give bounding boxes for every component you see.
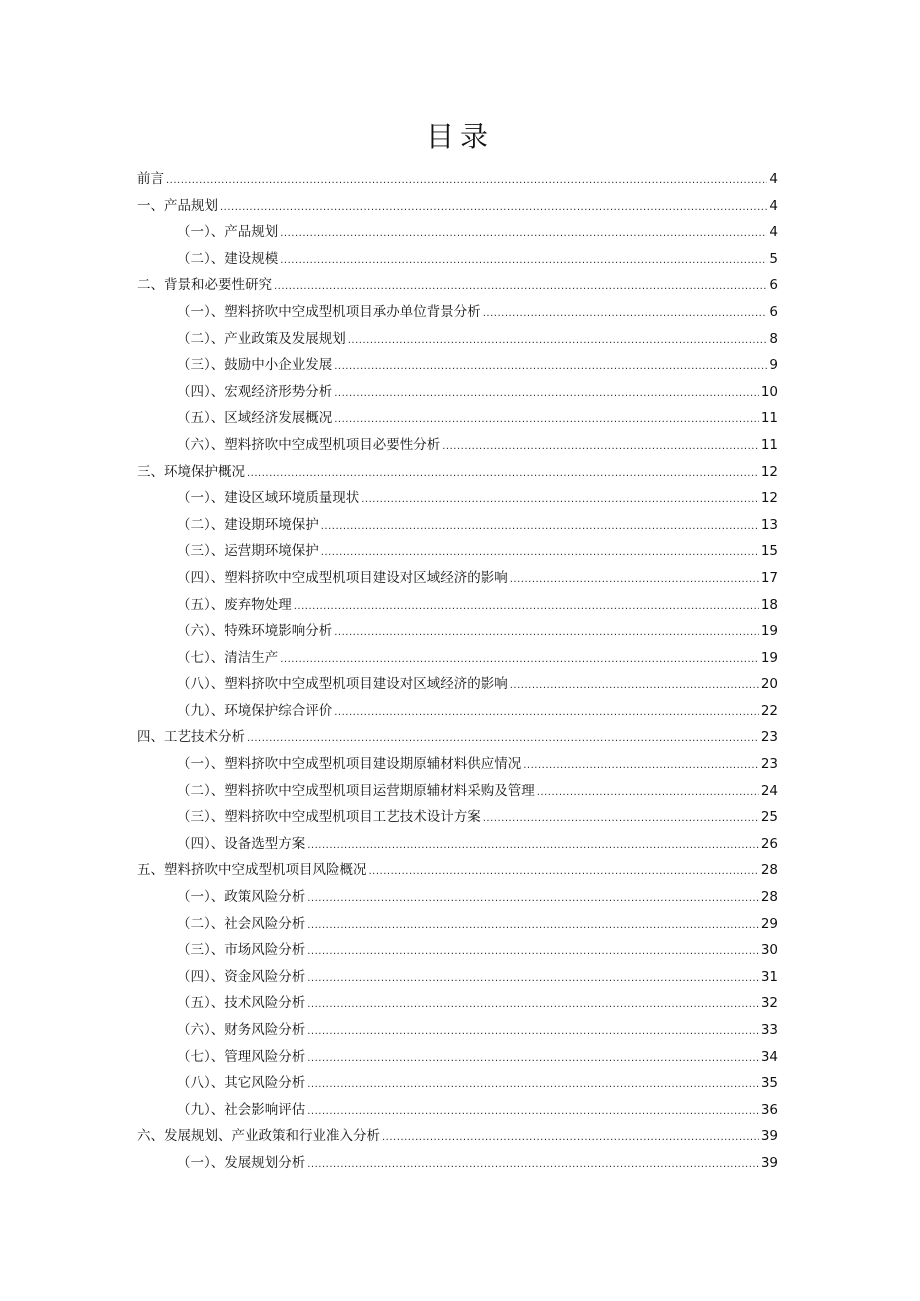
toc-entry-page-number: 36 bbox=[760, 1101, 778, 1118]
toc-entry[interactable] bbox=[137, 937, 778, 964]
toc-entry[interactable] bbox=[137, 326, 778, 353]
toc-dot-leader bbox=[321, 514, 759, 541]
toc-entry[interactable] bbox=[137, 778, 778, 805]
toc-entry[interactable] bbox=[137, 166, 778, 193]
toc-dot-leader bbox=[307, 992, 759, 1019]
toc-entry-label: （八）、其它风险分析 bbox=[177, 1075, 306, 1092]
toc-entry-page-number: 6 bbox=[769, 277, 778, 294]
toc-entry[interactable] bbox=[137, 1044, 778, 1071]
toc-dot-leader bbox=[510, 567, 759, 594]
toc-entry-label: （四）、设备选型方案 bbox=[177, 835, 306, 852]
toc-entry[interactable] bbox=[137, 1070, 778, 1097]
toc-entry-label: （四）、塑料挤吹中空成型机项目建设对区域经济的影响 bbox=[177, 569, 508, 586]
toc-entry-page-number: 20 bbox=[760, 676, 778, 693]
table-of-contents bbox=[137, 166, 778, 1177]
toc-entry-page-number: 31 bbox=[760, 968, 778, 985]
toc-entry-label: （四）、宏观经济形势分析 bbox=[177, 383, 333, 400]
toc-entry-label: 前言 bbox=[137, 171, 164, 187]
toc-entry[interactable] bbox=[137, 352, 778, 379]
toc-dot-leader bbox=[483, 806, 759, 833]
toc-entry-page-number: 28 bbox=[760, 862, 778, 879]
toc-entry-page-number: 13 bbox=[760, 516, 778, 533]
toc-dot-leader bbox=[274, 274, 767, 301]
toc-entry[interactable] bbox=[137, 645, 778, 672]
toc-dot-leader bbox=[247, 726, 759, 753]
toc-entry-page-number: 24 bbox=[760, 782, 778, 799]
toc-dot-leader bbox=[307, 1046, 759, 1073]
toc-entry-label: 三、环境保护概况 bbox=[137, 463, 245, 480]
toc-entry[interactable] bbox=[137, 1150, 778, 1177]
toc-entry-label: （一）、塑料挤吹中空成型机项目承办单位背景分析 bbox=[177, 303, 481, 320]
toc-dot-leader bbox=[307, 1152, 759, 1179]
toc-dot-leader bbox=[247, 461, 759, 488]
toc-entry-label: （一）、建设区域环境质量现状 bbox=[177, 490, 360, 507]
toc-entry-label: （六）、塑料挤吹中空成型机项目必要性分析 bbox=[177, 436, 441, 453]
toc-dot-leader bbox=[307, 833, 759, 860]
toc-entry-label: （八）、塑料挤吹中空成型机项目建设对区域经济的影响 bbox=[177, 676, 508, 693]
toc-entry[interactable] bbox=[137, 246, 778, 273]
toc-entry[interactable] bbox=[137, 964, 778, 991]
toc-entry-label: （二）、建设期环境保护 bbox=[177, 516, 319, 533]
toc-entry-label: （二）、产业政策及发展规划 bbox=[177, 330, 346, 347]
page-title: 目录 bbox=[425, 120, 494, 153]
toc-dot-leader bbox=[334, 381, 759, 408]
toc-entry-label: （九）、环境保护综合评价 bbox=[177, 702, 333, 719]
toc-entry-label: （六）、特殊环境影响分析 bbox=[177, 623, 333, 640]
toc-dot-leader bbox=[280, 248, 767, 275]
toc-entry-page-number: 11 bbox=[760, 410, 778, 427]
toc-dot-leader bbox=[307, 1072, 759, 1099]
toc-entry[interactable] bbox=[137, 1097, 778, 1124]
toc-entry[interactable] bbox=[137, 193, 778, 220]
toc-entry-page-number: 8 bbox=[769, 330, 778, 347]
toc-entry-page-number: 29 bbox=[760, 915, 778, 932]
toc-dot-leader bbox=[483, 301, 768, 328]
toc-entry[interactable] bbox=[137, 459, 778, 486]
toc-entry[interactable] bbox=[137, 1017, 778, 1044]
toc-entry[interactable] bbox=[137, 724, 778, 751]
toc-entry-page-number: 4 bbox=[769, 224, 778, 241]
toc-entry-page-number: 4 bbox=[769, 171, 778, 187]
toc-entry[interactable] bbox=[137, 990, 778, 1017]
toc-entry-page-number: 34 bbox=[760, 1048, 778, 1065]
toc-entry-page-number: 4 bbox=[769, 197, 778, 214]
toc-dot-leader bbox=[294, 594, 759, 621]
toc-entry-label: 五、塑料挤吹中空成型机项目风险概况 bbox=[137, 862, 367, 879]
toc-dot-leader bbox=[442, 434, 759, 461]
toc-entry-page-number: 12 bbox=[760, 490, 778, 507]
toc-entry-label: （五）、废弃物处理 bbox=[177, 596, 292, 613]
toc-entry-page-number: 30 bbox=[760, 942, 778, 959]
toc-entry-label: （一）、政策风险分析 bbox=[177, 889, 306, 906]
toc-entry-label: （七）、管理风险分析 bbox=[177, 1048, 306, 1065]
toc-entry-label: （五）、区域经济发展概况 bbox=[177, 410, 333, 427]
toc-entry-page-number: 39 bbox=[760, 1154, 778, 1171]
toc-entry-page-number: 19 bbox=[760, 623, 778, 640]
toc-entry-page-number: 12 bbox=[760, 463, 778, 480]
toc-entry-page-number: 23 bbox=[760, 756, 778, 773]
toc-dot-leader bbox=[280, 221, 767, 248]
toc-dot-leader bbox=[307, 913, 759, 940]
toc-dot-leader bbox=[307, 939, 759, 966]
toc-entry[interactable] bbox=[137, 432, 778, 459]
toc-entry[interactable] bbox=[137, 857, 778, 884]
toc-entry-page-number: 10 bbox=[760, 383, 778, 400]
toc-entry[interactable] bbox=[137, 911, 778, 938]
toc-entry[interactable] bbox=[137, 565, 778, 592]
toc-entry-label: （七）、清洁生产 bbox=[177, 649, 279, 666]
toc-entry-label: （二）、建设规模 bbox=[177, 250, 279, 267]
toc-dot-leader bbox=[334, 354, 767, 381]
toc-dot-leader bbox=[334, 407, 759, 434]
toc-entry[interactable] bbox=[137, 512, 778, 539]
toc-entry-label: （三）、鼓励中小企业发展 bbox=[177, 357, 333, 374]
toc-dot-leader bbox=[334, 700, 759, 727]
toc-dot-leader bbox=[382, 1125, 759, 1152]
toc-entry-label: 六、发展规划、产业政策和行业准入分析 bbox=[137, 1128, 380, 1145]
toc-entry-page-number: 11 bbox=[760, 436, 778, 453]
toc-entry-page-number: 18 bbox=[760, 596, 778, 613]
toc-entry[interactable] bbox=[137, 272, 778, 299]
toc-entry-page-number: 9 bbox=[769, 357, 778, 374]
toc-entry-page-number: 26 bbox=[760, 835, 778, 852]
toc-dot-leader bbox=[369, 859, 759, 886]
toc-dot-leader bbox=[510, 673, 759, 700]
toc-entry[interactable] bbox=[137, 592, 778, 619]
toc-entry-label: 二、背景和必要性研究 bbox=[137, 277, 272, 294]
toc-entry-label: （四）、资金风险分析 bbox=[177, 968, 306, 985]
toc-entry-page-number: 25 bbox=[760, 809, 778, 826]
toc-entry-label: （三）、塑料挤吹中空成型机项目工艺技术设计方案 bbox=[177, 809, 481, 826]
toc-dot-leader bbox=[220, 195, 767, 222]
toc-dot-leader bbox=[361, 487, 759, 514]
toc-dot-leader bbox=[307, 886, 759, 913]
toc-entry-page-number: 19 bbox=[760, 649, 778, 666]
toc-entry-label: （一）、发展规划分析 bbox=[177, 1154, 306, 1171]
toc-entry-page-number: 32 bbox=[760, 995, 778, 1012]
toc-dot-leader bbox=[307, 1099, 759, 1126]
toc-dot-leader bbox=[307, 966, 759, 993]
toc-entry[interactable] bbox=[137, 671, 778, 698]
toc-entry[interactable] bbox=[137, 219, 778, 246]
toc-entry-label: （九）、社会影响评估 bbox=[177, 1101, 306, 1118]
toc-entry-page-number: 39 bbox=[760, 1128, 778, 1145]
toc-entry-page-number: 15 bbox=[760, 543, 778, 560]
toc-entry-page-number: 5 bbox=[769, 250, 778, 267]
toc-dot-leader bbox=[166, 168, 767, 195]
toc-entry-page-number: 28 bbox=[760, 889, 778, 906]
toc-entry[interactable] bbox=[137, 1123, 778, 1150]
toc-entry[interactable] bbox=[137, 299, 778, 326]
toc-entry[interactable] bbox=[137, 698, 778, 725]
toc-entry[interactable] bbox=[137, 538, 778, 565]
toc-dot-leader bbox=[280, 647, 759, 674]
toc-entry-label: （六）、财务风险分析 bbox=[177, 1022, 306, 1038]
toc-entry-page-number: 17 bbox=[760, 569, 778, 586]
toc-entry-label: （二）、社会风险分析 bbox=[177, 915, 306, 932]
toc-entry-page-number: 23 bbox=[760, 729, 778, 746]
toc-dot-leader bbox=[537, 780, 759, 807]
toc-entry[interactable] bbox=[137, 804, 778, 831]
toc-entry-page-number: 33 bbox=[760, 1022, 778, 1038]
toc-dot-leader bbox=[334, 620, 759, 647]
toc-entry[interactable] bbox=[137, 379, 778, 406]
toc-entry-label: 四、工艺技术分析 bbox=[137, 729, 245, 746]
toc-dot-leader bbox=[307, 1019, 759, 1046]
toc-entry-label: 一、产品规划 bbox=[137, 197, 218, 214]
toc-entry-label: （五）、技术风险分析 bbox=[177, 995, 306, 1012]
toc-entry-label: （一）、产品规划 bbox=[177, 224, 279, 241]
toc-dot-leader bbox=[348, 328, 768, 355]
toc-entry[interactable] bbox=[137, 751, 778, 778]
toc-entry[interactable] bbox=[137, 884, 778, 911]
toc-entry-page-number: 35 bbox=[760, 1075, 778, 1092]
toc-entry-label: （二）、塑料挤吹中空成型机项目运营期原辅材料采购及管理 bbox=[177, 782, 535, 799]
toc-entry[interactable] bbox=[137, 618, 778, 645]
toc-entry-page-number: 6 bbox=[769, 303, 778, 320]
toc-dot-leader bbox=[321, 540, 759, 567]
toc-dot-leader bbox=[523, 753, 759, 780]
toc-entry-label: （三）、运营期环境保护 bbox=[177, 543, 319, 560]
toc-entry[interactable] bbox=[137, 831, 778, 858]
toc-entry-label: （三）、市场风险分析 bbox=[177, 942, 306, 959]
toc-entry[interactable] bbox=[137, 405, 778, 432]
toc-entry-page-number: 22 bbox=[760, 702, 778, 719]
toc-entry-label: （一）、塑料挤吹中空成型机项目建设期原辅材料供应情况 bbox=[177, 756, 522, 773]
toc-entry[interactable] bbox=[137, 485, 778, 512]
